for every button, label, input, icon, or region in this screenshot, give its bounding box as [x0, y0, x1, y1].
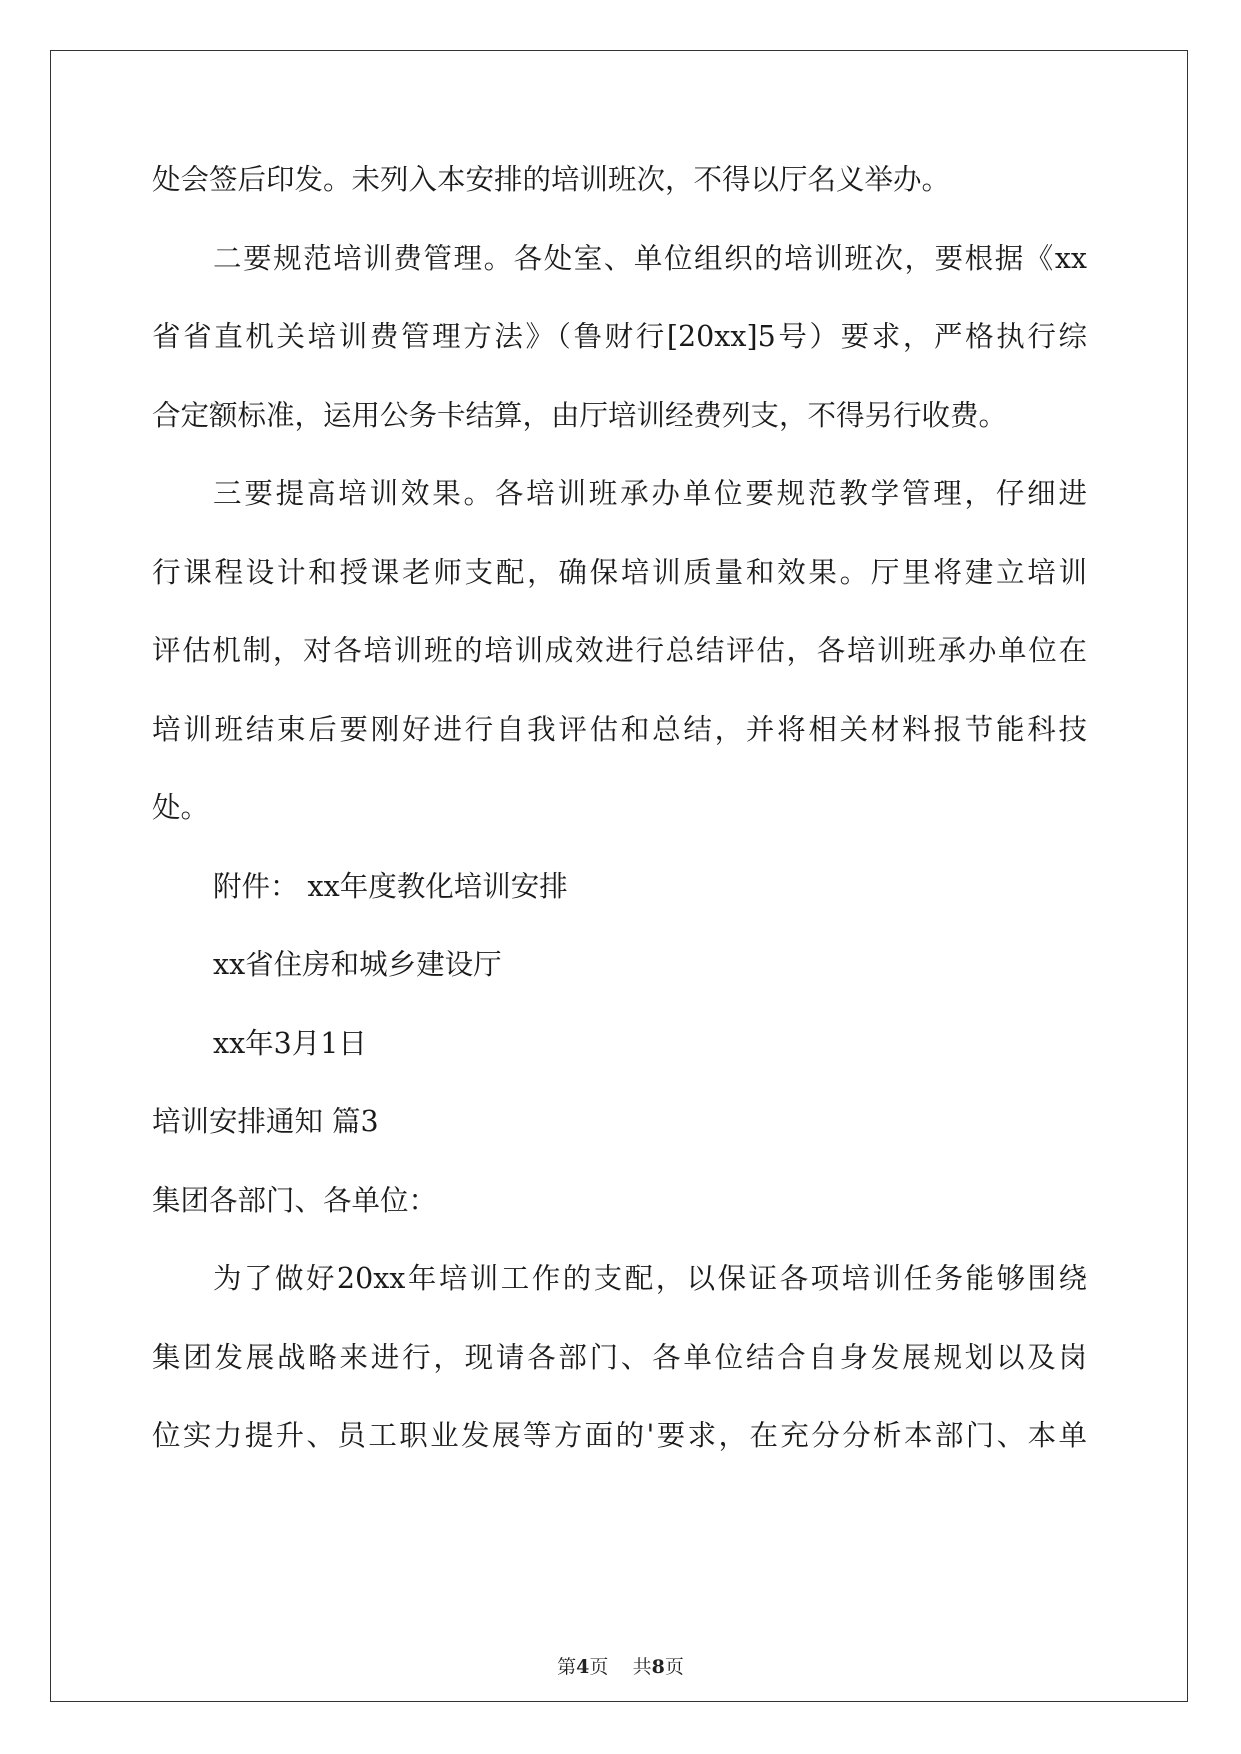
text-line: 位实力提升、员工职业发展等方面的'要求，在充分分析本部门、本单 — [152, 1419, 1087, 1452]
footer-page-unit: 页 — [589, 1656, 609, 1678]
text-line: 评估机制，对各培训班的培训成效进行总结评估，各培训班承办单位在 — [152, 634, 1087, 667]
text-line: 培训班结束后要刚好进行自我评估和总结，并将相关材料报节能科技 — [152, 712, 1087, 746]
attachment-line: 附件： xx年度教化培训安排 — [213, 869, 568, 903]
document-body — [152, 160, 1087, 1495]
text-line: 行课程设计和授课老师支配，确保培训质量和效果。厅里将建立培训 — [152, 555, 1087, 589]
text-line: 为了做好20xx年培训工作的支配，以保证各项培训任务能够围绕 — [213, 1262, 1087, 1295]
footer-total-prefix: 共 — [632, 1656, 652, 1678]
text-line: 二要规范培训费管理。各处室、单位组织的培训班次，要根据《xx — [213, 241, 1087, 275]
salutation: 集团各部门、各单位： — [152, 1183, 438, 1217]
text-line: 集团发展战略来进行，现请各部门、各单位结合自身发展规划以及岗 — [152, 1340, 1087, 1374]
footer-total-unit: 页 — [664, 1656, 684, 1678]
text-line: 处会签后印发。未列入本安排的培训班次，不得以厅名义举办。 — [152, 163, 951, 196]
footer-prefix: 第 — [557, 1656, 577, 1678]
section-heading: 培训安排通知 篇3 — [152, 1105, 379, 1138]
text-line: 合定额标准，运用公务卡结算，由厅培训经费列支，不得另行收费。 — [152, 398, 1008, 432]
signature-date: xx年3月1日 — [213, 1026, 367, 1060]
signature-org: xx省住房和城乡建设厅 — [213, 948, 502, 981]
text-line: 处。 — [152, 791, 210, 824]
current-page-number: 4 — [576, 1656, 590, 1678]
page-footer — [0, 1652, 1241, 1679]
text-line: 三要提高培训效果。各培训班承办单位要规范教学管理，仔细进 — [213, 477, 1087, 510]
text-line: 省省直机关培训费管理方法》（鲁财行[20xx]5号）要求，严格执行综 — [152, 320, 1087, 353]
total-page-number: 8 — [651, 1656, 665, 1678]
